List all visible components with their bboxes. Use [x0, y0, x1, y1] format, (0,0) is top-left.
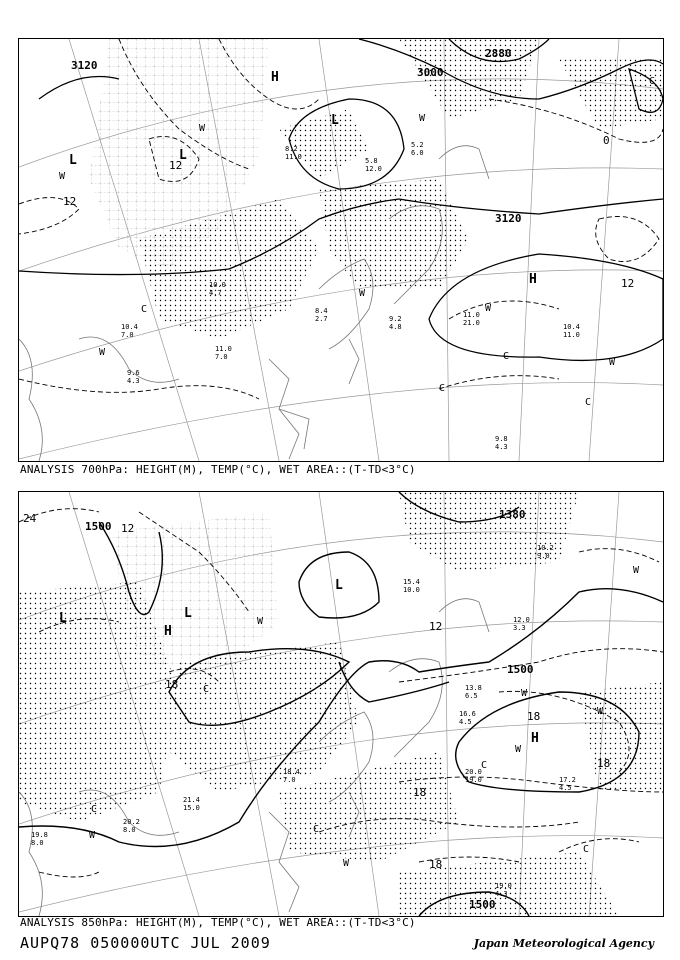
svg-text:9.6: 9.6 [127, 369, 140, 377]
temp-label: 12 [121, 522, 135, 535]
svg-text:4.3: 4.3 [127, 377, 140, 385]
svg-text:13.8: 13.8 [465, 684, 482, 692]
bulletin-code: AUPQ78 050000UTC JUL 2009 [20, 934, 271, 952]
warm-mark: W [485, 303, 492, 314]
high-center: H [529, 272, 537, 287]
cold-mark: C [91, 804, 98, 815]
low-center: L [331, 113, 339, 128]
cold-mark: C [503, 351, 510, 362]
warm-mark: W [199, 123, 206, 134]
height-label: 3120 [71, 59, 98, 72]
warm-mark: W [89, 830, 96, 841]
svg-text:4.3: 4.3 [495, 890, 508, 898]
temp-label: 0 [603, 134, 610, 147]
station-plot [315, 307, 328, 323]
wet-areas [19, 492, 663, 916]
station-plot [403, 578, 420, 594]
svg-text:21.4: 21.4 [183, 796, 200, 804]
temp-label: 18 [527, 710, 541, 723]
cold-mark: C [203, 684, 210, 695]
height-label: 1380 [499, 508, 526, 521]
cold-mark: C [313, 824, 320, 835]
svg-text:11.0: 11.0 [285, 153, 302, 161]
svg-text:6.0: 6.0 [411, 149, 424, 157]
warm-mark: W [597, 706, 604, 717]
svg-text:18.4: 18.4 [283, 768, 300, 776]
station-plot [411, 141, 424, 157]
temp-label: 12 [429, 620, 443, 633]
high-center: H [531, 731, 539, 746]
caption-700hpa: ANALYSIS 700hPa: HEIGHT(M), TEMP(°C), WET AREA::(T-TD<3°C) [20, 463, 416, 476]
svg-text:19.0: 19.0 [495, 882, 512, 890]
svg-text:12.0: 12.0 [365, 165, 382, 173]
svg-text:9.0: 9.0 [537, 552, 550, 560]
warm-mark: W [419, 113, 426, 124]
map-700hpa-canvas [19, 39, 663, 461]
station-plot [183, 796, 200, 812]
low-center: L [179, 148, 187, 163]
height-label: 3120 [495, 212, 522, 225]
svg-text:3.3: 3.3 [513, 624, 526, 632]
warm-mark: W [257, 616, 264, 627]
warm-mark: W [99, 347, 106, 358]
station-plot [215, 345, 232, 361]
station-plot [495, 435, 508, 451]
svg-text:12.0: 12.0 [513, 616, 530, 624]
svg-text:4.8: 4.8 [389, 323, 402, 331]
station-plot [563, 323, 580, 339]
height-label: 1500 [469, 898, 496, 911]
cold-mark: C [585, 397, 592, 408]
svg-text:5.2: 5.2 [411, 141, 424, 149]
station-plot [459, 710, 476, 726]
svg-text:7.0: 7.0 [121, 331, 134, 339]
station-plot [559, 776, 576, 792]
svg-text:6.5: 6.5 [465, 692, 478, 700]
svg-text:8.4: 8.4 [315, 307, 328, 315]
svg-text:10.0: 10.0 [209, 281, 226, 289]
station-plot [365, 157, 382, 173]
svg-text:10.4: 10.4 [563, 323, 580, 331]
temp-label: 18 [597, 757, 611, 770]
station-plot [31, 831, 48, 847]
cold-mark: C [649, 76, 656, 87]
svg-text:4.5: 4.5 [459, 718, 472, 726]
temp-label: 18 [429, 858, 443, 871]
wet-areas [89, 39, 663, 339]
temp-label: 12 [63, 195, 77, 208]
high-center: H [164, 624, 172, 639]
svg-text:4.5: 4.5 [559, 784, 572, 792]
svg-text:11.0: 11.0 [215, 345, 232, 353]
svg-text:19.8: 19.8 [31, 831, 48, 839]
svg-text:8.2: 8.2 [285, 145, 298, 153]
svg-text:16.6: 16.6 [459, 710, 476, 718]
svg-text:7.0: 7.0 [215, 353, 228, 361]
cold-mark: C [583, 844, 590, 855]
svg-text:4.3: 4.3 [495, 443, 508, 451]
caption-850hpa: ANALYSIS 850hPa: HEIGHT(M), TEMP(°C), WET AREA::(T-TD<3°C) [20, 916, 416, 929]
svg-text:10.0: 10.0 [403, 586, 420, 594]
low-center: L [59, 611, 67, 626]
station-plot [121, 323, 138, 339]
low-center: L [184, 606, 192, 621]
svg-text:10.4: 10.4 [121, 323, 138, 331]
svg-text:9.2: 9.2 [389, 315, 402, 323]
svg-text:19.0: 19.0 [465, 776, 482, 784]
warm-mark: W [633, 565, 640, 576]
warm-mark: W [609, 357, 616, 368]
station-plot [123, 818, 140, 834]
svg-text:5.8: 5.8 [365, 157, 378, 165]
station-plot [463, 311, 480, 327]
temp-label: 18 [165, 678, 179, 691]
low-center: L [335, 578, 343, 593]
height-label: 1500 [507, 663, 534, 676]
map-850hpa-canvas [19, 492, 663, 916]
svg-text:7.0: 7.0 [283, 776, 296, 784]
temp-label: 12 [169, 159, 183, 172]
station-plot [465, 768, 482, 784]
station-plot [465, 684, 482, 700]
station-plot [127, 369, 140, 385]
low-center: L [69, 153, 77, 168]
warm-mark: W [521, 688, 528, 699]
temp-label: 18 [413, 786, 427, 799]
warm-mark: W [59, 171, 66, 182]
temp-label: 12 [621, 277, 635, 290]
warm-mark: W [515, 744, 522, 755]
svg-text:10.2: 10.2 [537, 544, 554, 552]
cold-mark: C [481, 760, 488, 771]
height-label: 2880 [485, 47, 512, 60]
temp-label: 24 [23, 512, 37, 525]
high-center: H [271, 70, 279, 85]
cold-mark: C [439, 383, 446, 394]
svg-text:20.2: 20.2 [123, 818, 140, 826]
svg-text:15.0: 15.0 [183, 804, 200, 812]
svg-text:11.0: 11.0 [563, 331, 580, 339]
station-plot [513, 616, 530, 632]
warm-mark: W [359, 288, 366, 299]
svg-text:2.7: 2.7 [315, 315, 328, 323]
cold-mark: C [141, 304, 148, 315]
svg-text:11.0: 11.0 [463, 311, 480, 319]
svg-text:4.7: 4.7 [209, 289, 222, 297]
height-label: 1500 [85, 520, 112, 533]
height-label: 3000 [417, 66, 444, 79]
svg-text:20.0: 20.0 [465, 768, 482, 776]
svg-text:15.4: 15.4 [403, 578, 420, 586]
svg-text:8.0: 8.0 [31, 839, 44, 847]
map-700hpa [18, 38, 664, 462]
svg-text:17.2: 17.2 [559, 776, 576, 784]
svg-text:9.8: 9.8 [495, 435, 508, 443]
map-850hpa [18, 491, 664, 917]
station-plot [389, 315, 402, 331]
svg-text:21.0: 21.0 [463, 319, 480, 327]
agency-name: Japan Meteorological Agency [473, 937, 654, 950]
warm-mark: W [343, 858, 350, 869]
svg-text:8.0: 8.0 [123, 826, 136, 834]
